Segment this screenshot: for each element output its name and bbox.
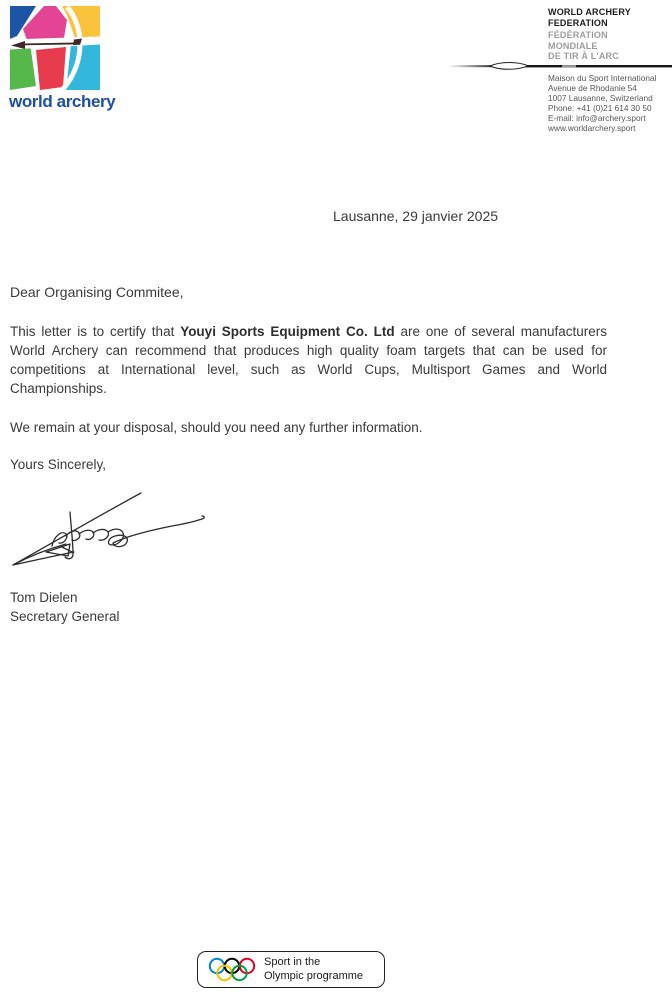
address-line-3: 1007 Lausanne, Switzerland [548,92,653,103]
letter-dateline: Lausanne, 29 janvier 2025 [333,208,499,224]
signature-icon [2,486,218,568]
address-line-website[interactable]: www.worldarchery.sport [548,122,636,133]
letter-body-paragraph [10,322,607,398]
org-name-fr-line3: DE TIR À L'ARC [548,51,619,62]
address-line-1: Maison du Sport International [548,73,657,83]
archery-arrow-icon [440,60,672,72]
letterhead-address [548,74,656,133]
letter-salutation: Dear Organising Commitee, [10,284,184,300]
olympic-programme-badge [197,951,385,988]
olympic-rings-icon [207,955,259,985]
org-name-en-line1: WORLD ARCHERY [548,7,631,17]
logo-wordmark: world archery [9,92,116,111]
olympic-badge-line2: Olympic programme [264,969,364,982]
address-line-email[interactable]: E-mail: info@archery.sport [548,112,646,123]
org-name-en-line2: FEDERATION [548,17,608,28]
letter-closing-line: We remain at your disposal, should you need any further information. [10,420,423,435]
body-text-suffix: are one of several manufacturers World Archery can recommend that produces high quality foam targets that can be used for competitions at International level, such as World Cups, Multisport Games and World Championships. [10,324,607,396]
address-line-2: Avenue de Rhodanie 54 [548,82,637,93]
address-line-phone: Phone: +41 (0)21 614 30 50 [548,102,652,113]
world-archery-logo-icon [10,6,100,90]
olympic-badge-text [264,956,363,983]
letterhead-org-names [548,7,631,62]
signatory-title: Secretary General [10,609,120,624]
body-text-prefix: This letter is to certify that [10,324,181,339]
org-name-fr-line1: FÉDÉRATION [548,30,608,41]
olympic-badge-line1: Sport in the [264,956,321,968]
letter-signoff: Yours Sincerely, [10,457,107,472]
signatory-name: Tom Dielen [10,590,78,605]
company-name-bold: Youyi Sports Equipment Co. Ltd [180,324,395,339]
org-name-fr-line2: MONDIALE [548,40,598,51]
